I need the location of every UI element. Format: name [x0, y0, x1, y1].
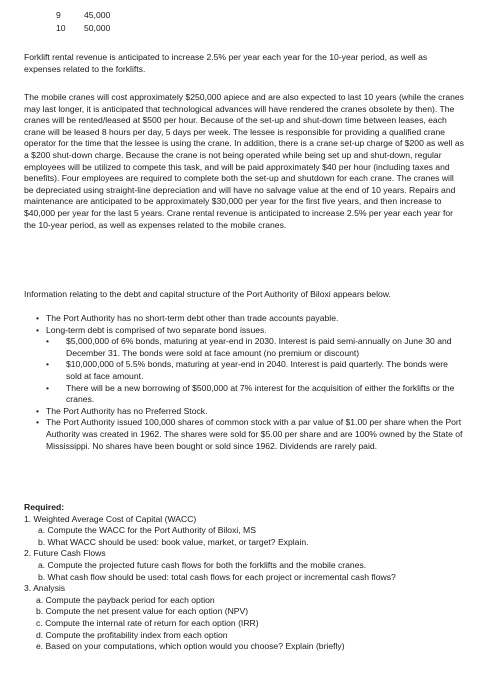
list-item: • The Port Authority issued 100,000 shares of common stock with a par value of $1.00 per share when the Port Authority was created in 1962. The shares were sold for $5.00 per share and are 100% owned by the State of Mississippi. No shares have been bought or sold since 1962. Dividends are rarely paid. — [36, 417, 463, 451]
required-item: 3. Analysis — [24, 583, 66, 594]
table-cell-amount: 45,000 — [84, 10, 111, 20]
list-item: • $10,000,000 of 5.5% bonds, maturing at year-end in 2040. Interest is paid quarterly. The bonds were sold at face amount. — [46, 359, 448, 381]
required-subitem: b. What WACC should be used: book value, market, or target? Explain. — [38, 536, 309, 547]
bullet-icon: • — [36, 417, 40, 428]
table-row — [56, 23, 144, 35]
required-subitem: c. Compute the internal rate of return for each option (IRR) — [36, 617, 259, 628]
debt-intro-paragraph: Information relating to the debt and capital structure of the Port Authority of Biloxi appears below. — [24, 289, 391, 299]
bullet-icon: • — [46, 336, 50, 347]
forklift-revenue-paragraph: Forklift rental revenue is anticipated to increase 2.5% per year each year for the 10-year period, as well as expenses related to the forklifts. — [24, 52, 428, 74]
required-subitem: e. Based on your computations, which option would you choose? Explain (briefly) — [36, 641, 345, 652]
table-cell-year: 10 — [56, 23, 66, 33]
required-item: 1. Weighted Average Cost of Capital (WACC) — [24, 513, 197, 524]
bullet-icon: • — [36, 313, 40, 323]
bullet-icon: • — [46, 359, 50, 370]
bullet-icon: • — [36, 324, 40, 335]
required-item: 2. Future Cash Flows — [24, 548, 106, 559]
table-cell-amount: 50,000 — [84, 23, 111, 33]
table-row — [56, 10, 144, 22]
list-item: • The Port Authority has no short-term debt other than trade accounts payable. — [36, 313, 339, 323]
debt-bullet-list — [36, 313, 466, 452]
list-item: • There will be a new borrowing of $500,000 at 7% interest for the acquisition of either the forklifts or the cranes. — [46, 382, 455, 405]
required-subitem: b. Compute the net present value for each option (NPV) — [36, 606, 249, 617]
required-section — [24, 502, 469, 653]
required-heading: Required: — [24, 502, 65, 512]
cranes-paragraph: The mobile cranes will cost approximately $250,000 apiece and are also expected to last 10 years (while the cranes may last longer, it is anticipated that technological advances will have rendered the cranes obsolete by then). The cranes will be rented/leased at $500 per hour. Because of the set-up and shut-down time between leases, each crane will be leased 8 hours per day, 5 days per week. The lessee is responsible for providing a qualified crane operator for the time that the lessee is using the crane. In addition, there is a crane set-up charge of $200 as well as a $200 shut-down charge. Because the crane is not being operated while being set up and shut-down, regular employees will be utilized to compete this task, and will be paid approximately $40 per hour (including taxes and benefits). Four employees are required to complete both the set-up and shutdown for each crane. The cranes will be depreciated using straight-line depreciation and will have no salvage value at the end of 10 years. Repairs and maintenance are anticipated to be approximately $30,000 per year for the first five years, and then increase to $40,000 per year for the last 5 years. Crane rental revenue is anticipated to increase 2.5% per year each year for the 10-year period, as well as expenses related to the mobile cranes. — [24, 92, 464, 230]
required-subitem: b. What cash flow should be used: total cash flows for each project or incremental cash flows? — [38, 571, 396, 582]
required-subitem: a. Compute the WACC for the Port Authority of Biloxi, MS — [38, 525, 256, 536]
table-cell-year: 9 — [56, 10, 61, 20]
required-subitem: a. Compute the payback period for each option — [36, 594, 215, 605]
required-subitem: d. Compute the profitability index from each option — [36, 629, 228, 640]
required-subitem: a. Compute the projected future cash flows for both the forklifts and the mobile cranes. — [38, 559, 367, 570]
list-item: • $5,000,000 of 6% bonds, maturing at year-end in 2030. Interest is paid semi-annually on June 30 and December 31. The bonds were sold at face amount (no premium or discount) — [46, 336, 452, 358]
list-item: • The Port Authority has no Preferred Stock. — [36, 405, 208, 416]
list-item: • Long-term debt is comprised of two separate bond issues. — [36, 324, 267, 335]
bullet-icon: • — [36, 405, 40, 416]
bullet-icon: • — [46, 382, 50, 393]
